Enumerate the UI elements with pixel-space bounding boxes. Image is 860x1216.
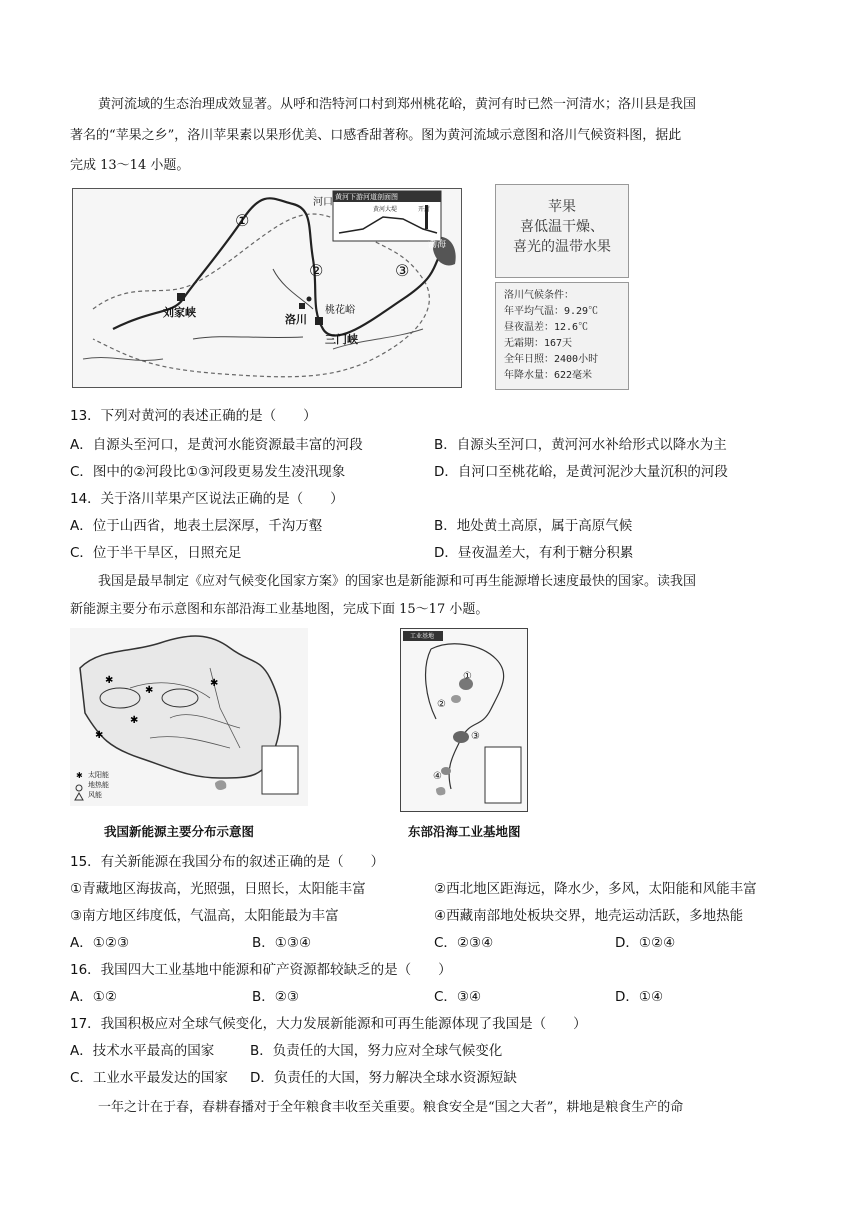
inset-label-kaifeng: 开封 — [418, 206, 431, 213]
climate-row-4: 全年日照：2400小时 — [504, 354, 599, 365]
q14-option-a[interactable]: A．位于山西省，地表土层深厚，千沟万壑 — [70, 518, 323, 534]
svg-text:✱: ✱ — [130, 715, 139, 726]
q16-stem: 16．我国四大工业基地中能源和矿产资源都较缺乏的是（ ） — [70, 962, 452, 978]
svg-text:✱: ✱ — [76, 771, 83, 780]
q13-option-c[interactable]: C．图中的②河段比①③河段更易发生凌汛现象 — [70, 464, 346, 480]
label-luochuan: 洛川 — [285, 313, 307, 326]
q16-option-b[interactable]: B．②③ — [252, 989, 299, 1005]
climate-card — [495, 282, 629, 390]
q16-option-c[interactable]: C．③④ — [434, 989, 482, 1005]
q17-option-c[interactable]: C．工业水平最发达的国家 — [70, 1070, 228, 1086]
q15-statement-1: ①青藏地区海拔高，光照强，日照长，太阳能丰富 — [70, 881, 366, 897]
new-energy-map-caption: 我国新能源主要分布示意图 — [104, 824, 255, 839]
label-hekou: 河口 — [313, 197, 333, 208]
q14-option-b[interactable]: B．地处黄土高原，属于高原气候 — [434, 518, 633, 534]
svg-text:✱: ✱ — [145, 685, 154, 696]
intro1-line-3: 完成 13～14 小题。 — [70, 158, 190, 173]
q15-stem: 15．有关新能源在我国分布的叙述正确的是（ ） — [70, 854, 385, 870]
inset-title: 黄河下游河道剖面图 — [335, 193, 398, 201]
inset-label-dike: 黄河大堤 — [373, 206, 398, 213]
climate-row-5: 年降水量：622毫米 — [504, 370, 593, 381]
apple-card-line-2: 喜低温干燥、 — [520, 219, 604, 235]
climate-row-2: 昼夜温差：12.6℃ — [504, 322, 589, 333]
intro3-line-1: 一年之计在于春，春耕春播对于全年粮食丰收至关重要。粮食安全是“国之大者”，耕地是粮食生产的命 — [98, 1100, 684, 1115]
q13-stem: 13．下列对黄河的表述正确的是（ ） — [70, 408, 317, 424]
svg-text:✱: ✱ — [210, 678, 219, 689]
q16-option-a[interactable]: A．①② — [70, 989, 117, 1005]
label-taohuayu: 桃花峪 — [325, 305, 355, 316]
climate-row-1: 年平均气温：9.29℃ — [504, 306, 599, 317]
apple-card-line-3: 喜光的温带水果 — [513, 239, 611, 255]
apple-card-line-1: 苹果 — [548, 199, 576, 215]
number-1: ① — [235, 211, 250, 230]
yellow-river-map — [72, 188, 462, 388]
base-number-4: ④ — [433, 771, 442, 782]
intro2-line-1: 我国是最早制定《应对气候变化国家方案》的国家也是新能源和可再生能源增长速度最快的国家。读我国 — [98, 574, 697, 589]
q17-option-b[interactable]: B．负责任的大国，努力应对全球气候变化 — [250, 1043, 503, 1059]
base-number-3: ③ — [471, 731, 480, 742]
industrial-base-map — [400, 628, 528, 812]
q17-option-a[interactable]: A．技术水平最高的国家 — [70, 1043, 215, 1059]
q14-stem: 14．关于洛川苹果产区说法正确的是（ ） — [70, 491, 344, 507]
legend-solar: 太阳能 — [88, 771, 109, 779]
q15-option-d[interactable]: D．①②④ — [615, 935, 676, 951]
intro1-line-2: 著名的“苹果之乡”，洛川苹果素以果形优美、口感香甜著称。图为黄河流域示意图和洛川气候资料图，据此 — [70, 128, 682, 143]
intro2-line-2: 新能源主要分布示意图和东部沿海工业基地图，完成下面 15～17 小题。 — [70, 602, 489, 617]
q15-option-a[interactable]: A．①②③ — [70, 935, 130, 951]
number-3: ③ — [395, 261, 410, 280]
label-sanmenxia: 三门峡 — [325, 333, 358, 346]
base-number-1: ① — [463, 671, 472, 682]
q14-option-c[interactable]: C．位于半干旱区，日照充足 — [70, 545, 242, 561]
q13-option-b[interactable]: B．自源头至河口，黄河河水补给形式以降水为主 — [434, 437, 727, 453]
industrial-map-title: 工业基地 — [410, 633, 435, 640]
q14-option-d[interactable]: D．昼夜温差大，有利于糖分积累 — [434, 545, 634, 561]
q13-option-a[interactable]: A．自源头至河口，是黄河水能资源最丰富的河段 — [70, 437, 363, 453]
yellow-river-map-drawing — [73, 189, 461, 387]
base-number-2: ② — [437, 699, 446, 710]
q17-option-d[interactable]: D．负责任的大国，努力解决全球水资源短缺 — [250, 1070, 517, 1086]
industrial-base-map-drawing — [401, 629, 527, 811]
legend-geothermal: 地热能 — [88, 781, 109, 789]
q15-option-b[interactable]: B．①③④ — [252, 935, 312, 951]
svg-text:✱: ✱ — [95, 730, 104, 741]
intro1-line-1: 黄河流域的生态治理成效显著。从呼和浩特河口村到郑州桃花峪，黄河有时已然一河清水；洛川县是我国 — [98, 97, 697, 112]
svg-text:✱: ✱ — [105, 675, 114, 686]
number-2: ② — [309, 261, 324, 280]
climate-title: 洛川气候条件： — [504, 290, 574, 301]
q15-statement-4: ④西藏南部地处板块交界，地壳运动活跃，多地热能 — [434, 908, 744, 924]
q16-option-d[interactable]: D．①④ — [615, 989, 664, 1005]
q17-stem: 17．我国积极应对全球气候变化，大力发展新能源和可再生能源体现了我国是（ ） — [70, 1016, 587, 1032]
q15-statement-3: ③南方地区纬度低，气温高，太阳能最为丰富 — [70, 908, 339, 924]
q13-option-d[interactable]: D．自河口至桃花峪，是黄河泥沙大量沉积的河段 — [434, 464, 728, 480]
label-bohai: 渤海 — [428, 240, 447, 250]
label-liujiaxia: 刘家峡 — [163, 306, 196, 319]
new-energy-map — [70, 628, 308, 806]
q15-statement-2: ②西北地区距海远，降水少，多风，太阳能和风能丰富 — [434, 881, 757, 897]
legend-wind: 风能 — [88, 791, 102, 799]
industrial-base-map-caption: 东部沿海工业基地图 — [408, 824, 521, 839]
climate-row-3: 无霜期：167天 — [504, 338, 573, 349]
apple-card — [495, 184, 629, 278]
q15-option-c[interactable]: C．②③④ — [434, 935, 494, 951]
new-energy-legend — [88, 770, 109, 800]
